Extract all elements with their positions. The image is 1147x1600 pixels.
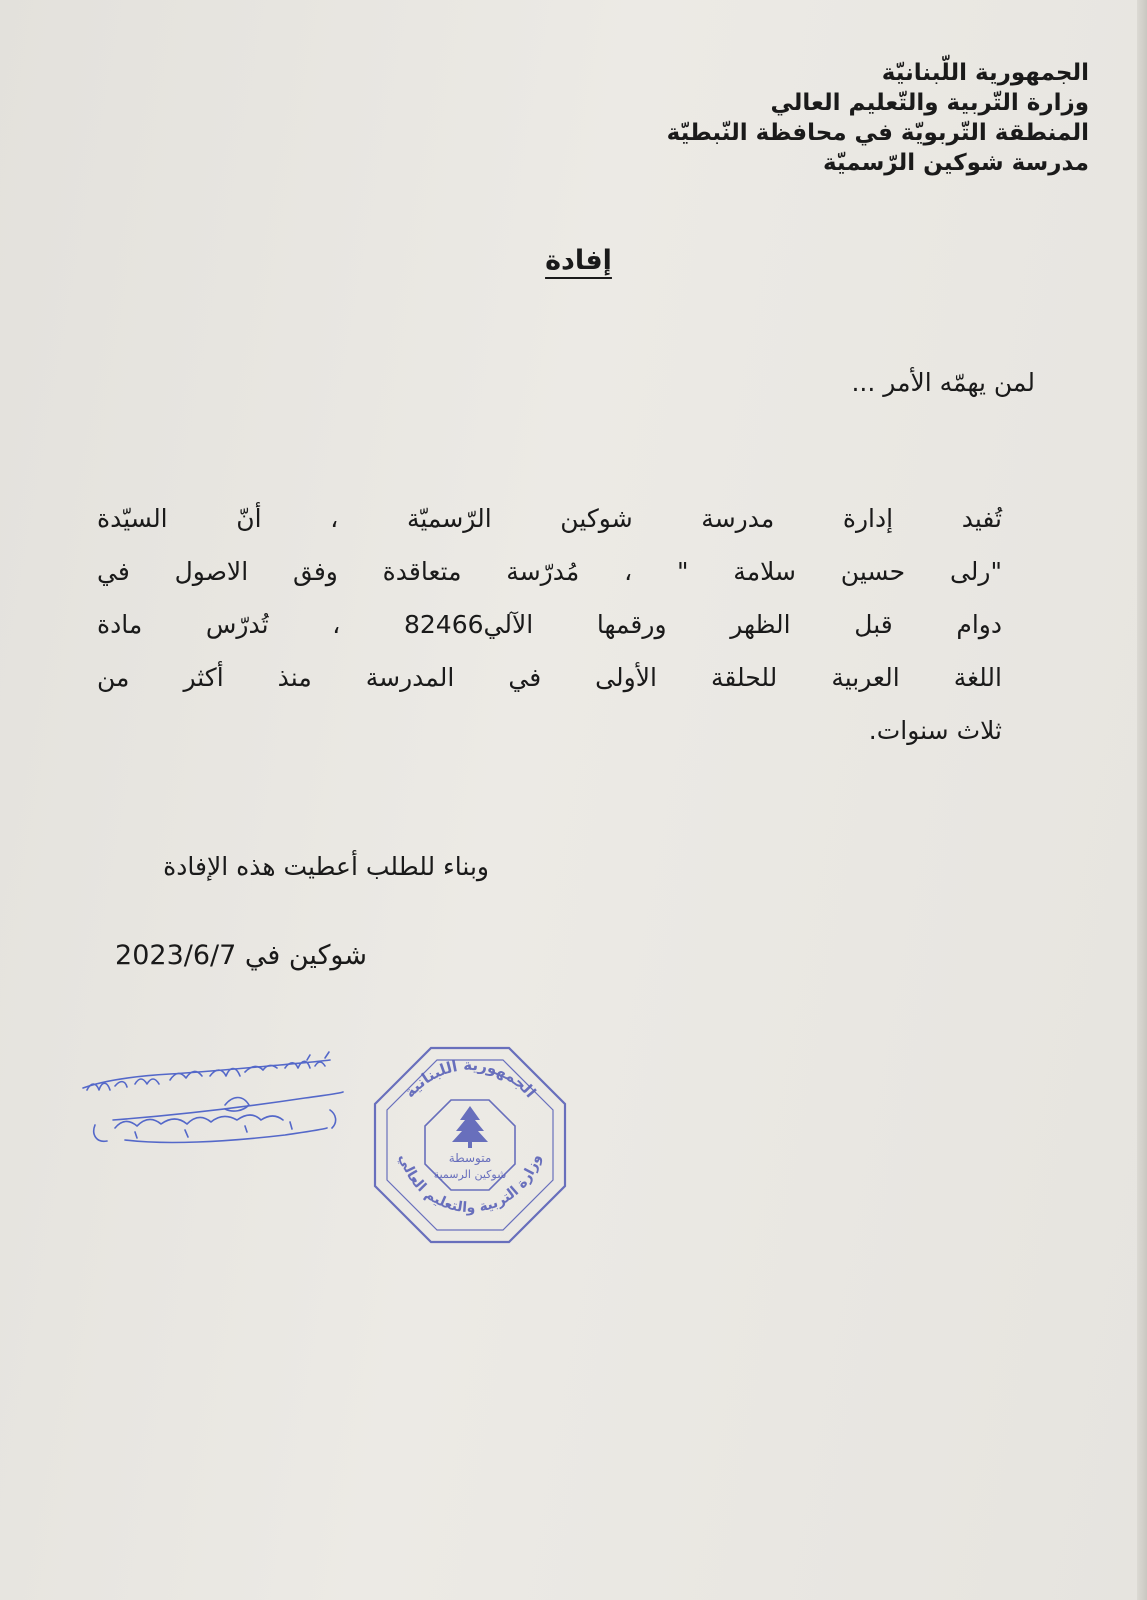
body-line: تُفيد إدارة مدرسة شوكين الرّسميّة ، أنّ السيّدة — [97, 504, 1002, 533]
greeting: لمن يهمّه الأمر ... — [851, 368, 1035, 397]
certificate-body — [97, 492, 1002, 757]
body-line: دوام قبل الظهر ورقمها الآلي82466 ، تُدرّس مادة — [97, 610, 1002, 639]
letterhead-school: مدرسة شوكين الرّسميّة — [822, 150, 1089, 176]
stamp-outer-top-text: الجمهورية اللبنانية — [400, 1055, 540, 1102]
stamp-inner-line1: متوسطة — [448, 1151, 492, 1165]
body-line: ثلاث سنوات. — [868, 716, 1002, 745]
body-line: "رلى حسين سلامة " ، مُدرّسة متعاقدة وفق الاصول في — [97, 557, 1002, 586]
official-stamp — [365, 1040, 575, 1250]
letterhead-country: الجمهورية اللّبنانيّة — [881, 60, 1089, 86]
place-and-date: شوكين في 2023/6/7 — [115, 940, 367, 971]
letterhead-region: المنطقة التّربويّة في محافظة النّبطيّة — [666, 120, 1089, 146]
letterhead-ministry: وزارة التّربية والتّعليم العالي — [770, 90, 1089, 116]
document-title: إفادة — [545, 245, 612, 276]
stamp-inner-line2: شوكين الرسمية — [433, 1168, 507, 1181]
letterhead — [569, 58, 1089, 178]
closing-statement: وبناء للطلب أعطيت هذه الإفادة — [163, 852, 489, 881]
handwritten-signature — [75, 1050, 375, 1190]
body-line: اللغة العربية للحلقة الأولى في المدرسة منذ أكثر من — [97, 663, 1002, 692]
page-edge-shadow — [1137, 0, 1147, 1600]
stamp-outer-bottom-text: وزارة التربية والتعليم العالي — [395, 1152, 545, 1217]
cedar-tree-icon — [452, 1106, 488, 1142]
svg-text:الجمهورية اللبنانية — [401, 1056, 540, 1101]
